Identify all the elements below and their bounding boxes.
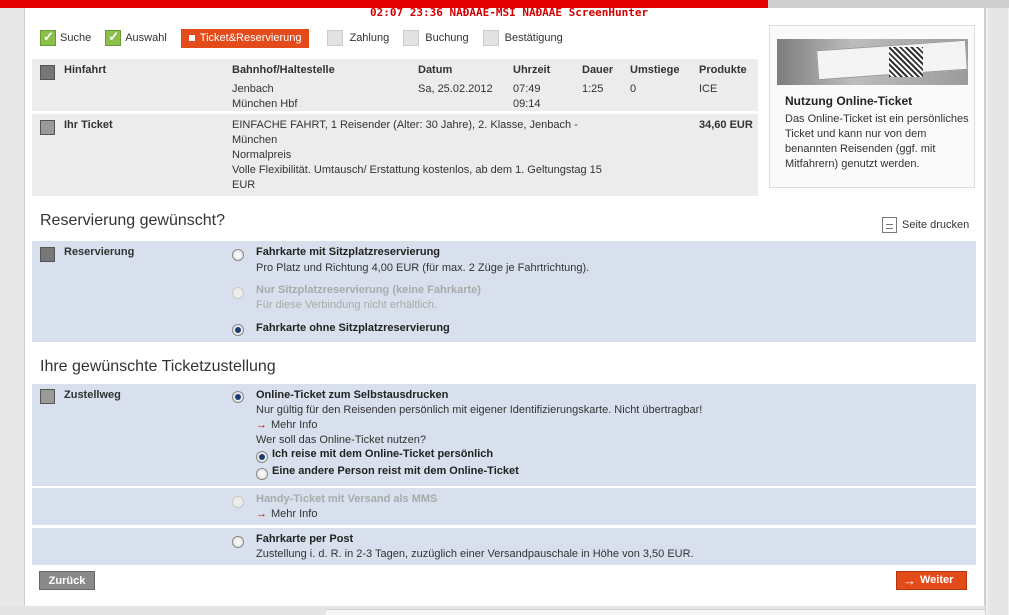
option-title: Fahrkarte mit Sitzplatzreservierung	[256, 246, 441, 258]
bottom-strip	[0, 606, 985, 615]
arrival-time: 09:14	[513, 98, 541, 110]
step-label: Bestätigung	[504, 32, 563, 44]
step-zahlung	[327, 28, 389, 48]
ticket-line-4: Volle Flexibilität. Umtausch/ Erstattung kostenlos, ab dem 1. Geltungstag 15	[232, 164, 602, 176]
option-desc: Für diese Verbindung nicht erhältlich.	[256, 299, 437, 311]
delivery-icon	[40, 389, 55, 404]
header-station: Bahnhof/Haltestelle	[232, 64, 335, 76]
option-title: Fahrkarte ohne Sitzplatzreservierung	[256, 322, 450, 334]
check-icon	[40, 30, 56, 46]
check-icon	[105, 30, 121, 46]
step-label: Zahlung	[349, 32, 390, 44]
step-buchung	[403, 28, 468, 48]
journey-label: Hinfahrt	[64, 64, 107, 76]
seat-icon	[40, 247, 55, 262]
ticket-row	[32, 114, 758, 196]
square-bullet-icon	[189, 35, 195, 41]
step-label: Ticket&Reservierung	[199, 32, 302, 44]
ticket-price: 34,60 EUR	[699, 119, 753, 131]
scrollbar[interactable]	[985, 8, 1009, 615]
step-label: Suche	[60, 32, 92, 44]
online-question: Wer soll das Online-Ticket nutzen?	[256, 434, 426, 446]
header-time: Uhrzeit	[513, 64, 551, 76]
print-label: Seite drucken	[902, 219, 970, 231]
delivery-online-box	[32, 384, 976, 486]
ticket-line-2: München	[232, 134, 278, 146]
ticket-line-1: EINFACHE FAHRT, 1 Reisender (Alter: 30 Jahre), 2. Klasse, Jenbach -	[232, 119, 578, 131]
online-ticket-info-box	[769, 25, 975, 188]
reservation-label: Reservierung	[64, 246, 135, 258]
to-station: München Hbf	[232, 98, 298, 110]
option-desc: Pro Platz und Richtung 4,00 EUR (für max. 2 Züge je Fahrtrichtung).	[256, 262, 590, 274]
step-label: Buchung	[425, 32, 469, 44]
sub-option-title: Eine andere Person reist mit dem Online-Ticket	[272, 465, 519, 477]
departure-time: 07:49	[513, 83, 541, 95]
step-auswahl[interactable]	[105, 28, 167, 48]
radio-reservation-only	[232, 287, 244, 299]
header-duration: Dauer	[582, 64, 614, 76]
next-button[interactable]	[896, 571, 967, 590]
ticket-line-3: Normalpreis	[232, 149, 292, 161]
changes-value: 0	[630, 83, 637, 95]
step-suche[interactable]	[40, 28, 91, 48]
option-desc: Zustellung i. d. R. in 2-3 Tagen, zuzüglich einer Versandpauschale in Höhe von 3,50 EUR.	[256, 548, 694, 560]
step-bestaetigung	[483, 28, 563, 48]
more-info-link[interactable]: → Mehr Info	[256, 419, 318, 431]
ticket-icon	[40, 120, 55, 135]
product-value: ICE	[699, 83, 718, 95]
arrow-right-icon: →	[903, 573, 916, 588]
radio-post[interactable]	[232, 536, 244, 548]
option-title: Handy-Ticket mit Versand als MMS	[256, 493, 438, 505]
radio-travel-personally[interactable]	[256, 451, 268, 463]
radio-other-person[interactable]	[256, 468, 268, 480]
duration-value: 1:25	[582, 83, 604, 95]
radio-handy-ticket	[232, 496, 244, 508]
ticket-line-5: EUR	[232, 179, 256, 191]
step-ticket-reservierung	[181, 29, 310, 48]
radio-online-ticket[interactable]	[232, 391, 244, 403]
sub-option-title: Ich reise mit dem Online-Ticket persönlich	[272, 448, 494, 460]
travel-date: Sa, 25.02.2012	[418, 83, 493, 95]
ticket-label: Ihr Ticket	[64, 119, 113, 131]
radio-with-reservation[interactable]	[232, 249, 244, 261]
delivery-post-box	[32, 528, 976, 565]
next-label: Weiter	[920, 574, 954, 586]
more-info-link[interactable]: → Mehr Info	[256, 508, 318, 520]
printer-icon	[882, 217, 897, 233]
header-date: Datum	[418, 64, 453, 76]
top-gray-bar	[768, 0, 1009, 8]
delivery-handy-box	[32, 488, 976, 525]
journey-row	[32, 59, 758, 111]
header-products: Produkte	[699, 64, 747, 76]
booking-summary	[32, 59, 758, 196]
sidebar-title: Nutzung Online-Ticket	[785, 94, 913, 108]
progress-steps	[40, 28, 577, 48]
online-ticket-image	[777, 39, 968, 85]
arrow-right-icon: →	[256, 419, 267, 431]
sidebar-text: Das Online-Ticket ist ein persönliches Ticket und kann nur von dem benannten Reisenden (ggf. mit Mitfahrern) genutzt werden.	[785, 113, 969, 170]
empty-box-icon	[403, 30, 419, 46]
delivery-label: Zustellweg	[64, 389, 121, 401]
screenhunter-overlay: 02:07 23:36 NAĐAAE-MSI NAĐAAE ScreenHunter	[370, 6, 649, 19]
print-page-link[interactable]	[882, 217, 969, 233]
reservation-heading: Reservierung gewünscht?	[40, 212, 225, 229]
delivery-heading: Ihre gewünschte Ticketzustellung	[40, 358, 276, 375]
header-changes: Umstiege	[630, 64, 680, 76]
option-title: Online-Ticket zum Selbstausdrucken	[256, 389, 449, 401]
step-label: Auswahl	[125, 32, 167, 44]
train-icon	[40, 65, 55, 80]
option-desc: Nur gültig für den Reisenden persönlich mit eigener Identifizierungskarte. Nicht übertragbar!	[256, 404, 703, 416]
option-title: Fahrkarte per Post	[256, 533, 354, 545]
arrow-right-icon: →	[256, 508, 267, 520]
reservation-box	[32, 241, 976, 342]
from-station: Jenbach	[232, 83, 274, 95]
empty-box-icon	[483, 30, 499, 46]
empty-box-icon	[327, 30, 343, 46]
radio-without-reservation[interactable]	[232, 324, 244, 336]
option-title: Nur Sitzplatzreservierung (keine Fahrkarte)	[256, 284, 481, 296]
back-button[interactable]: Zurück	[39, 571, 95, 590]
